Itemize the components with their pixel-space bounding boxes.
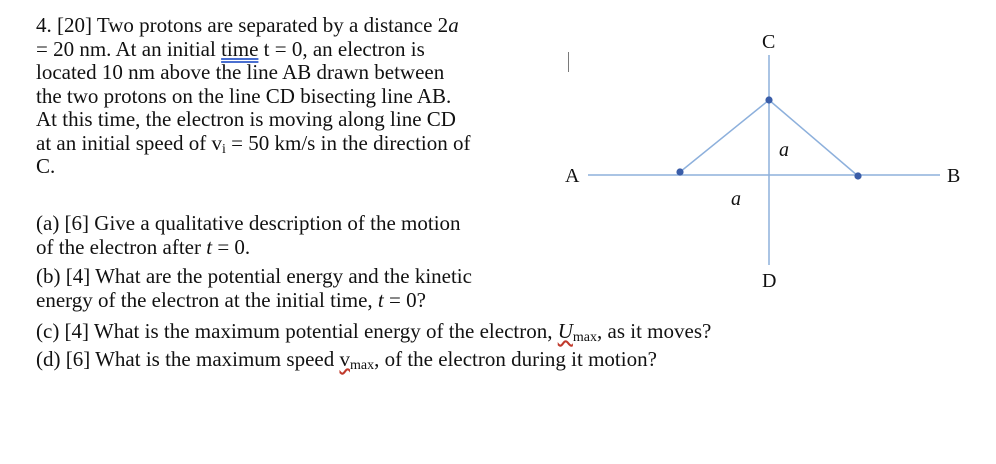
problem-line-2 (36, 38, 425, 62)
problem-line-6-end: = 50 km/s in the direction of (225, 130, 471, 155)
part-c-end: , as it moves? (597, 319, 712, 343)
part-b-line-2-end: = 0? (383, 287, 426, 312)
part-d-end: , of the electron during it motion? (374, 347, 657, 371)
left-proton-dot (676, 168, 683, 175)
problem-line-6 (36, 132, 470, 159)
electron-dot (765, 96, 772, 103)
variable-a: a (448, 13, 459, 37)
label-distance-vertical: a (779, 139, 789, 161)
label-c-point: C (762, 31, 776, 53)
subscript-i: i (222, 141, 226, 157)
problem-line-4: the two protons on the line CD bisecting line AB. (36, 83, 452, 108)
line-electron-to-right-proton (769, 100, 858, 176)
part-a-line-2-end: = 0. (212, 234, 251, 259)
part-a-line-2 (36, 236, 250, 260)
part-a-line-1: (a) [6] Give a qualitative description of the motion (36, 211, 461, 235)
part-d-start: (d) [6] What is the maximum speed (36, 347, 340, 371)
label-b-point: B (947, 165, 961, 187)
subscript-max: max (572, 330, 597, 345)
part-b-line-1: (b) [4] What are the potential energy and the kinetic (36, 264, 472, 288)
label-d-point: D (762, 270, 777, 292)
problem-line-3: located 10 nm above the line AB drawn between (36, 60, 445, 84)
problem-header: 4. [20] Two protons are separated by a distance 2 (36, 13, 449, 37)
right-proton-dot (854, 172, 861, 179)
variable-t: t (206, 234, 213, 259)
part-b-line-2 (36, 289, 426, 313)
part-d-line (36, 348, 657, 375)
variable-u: U (557, 319, 573, 343)
part-c-line (36, 320, 711, 347)
problem-line-2-start: = 20 nm. At an initial (36, 36, 222, 61)
proton-diagram (550, 20, 990, 310)
v-max (339, 347, 374, 371)
label-distance-horizontal: a (731, 188, 741, 210)
problem-line-5: At this time, the electron is moving along line CD (36, 107, 456, 131)
part-a-line-2-start: of the electron after (36, 234, 207, 259)
part-c-start: (c) [4] What is the maximum potential energy of the electron, (36, 319, 558, 343)
problem-line-1 (36, 14, 459, 38)
underlined-word: time (221, 36, 259, 61)
part-b-line-2-start: energy of the electron at the initial time, (36, 287, 378, 312)
variable-t: t (377, 287, 384, 312)
line-left-proton-to-electron (680, 100, 769, 172)
subscript-max: max (349, 358, 375, 373)
variable-v: v (339, 347, 350, 371)
problem-line-2-end: t = 0, an electron is (258, 36, 425, 61)
label-a-point: A (565, 165, 580, 187)
u-max (558, 319, 597, 343)
problem-line-7: C. (36, 154, 56, 178)
problem-line-6-start: at an initial speed of v (36, 130, 223, 155)
